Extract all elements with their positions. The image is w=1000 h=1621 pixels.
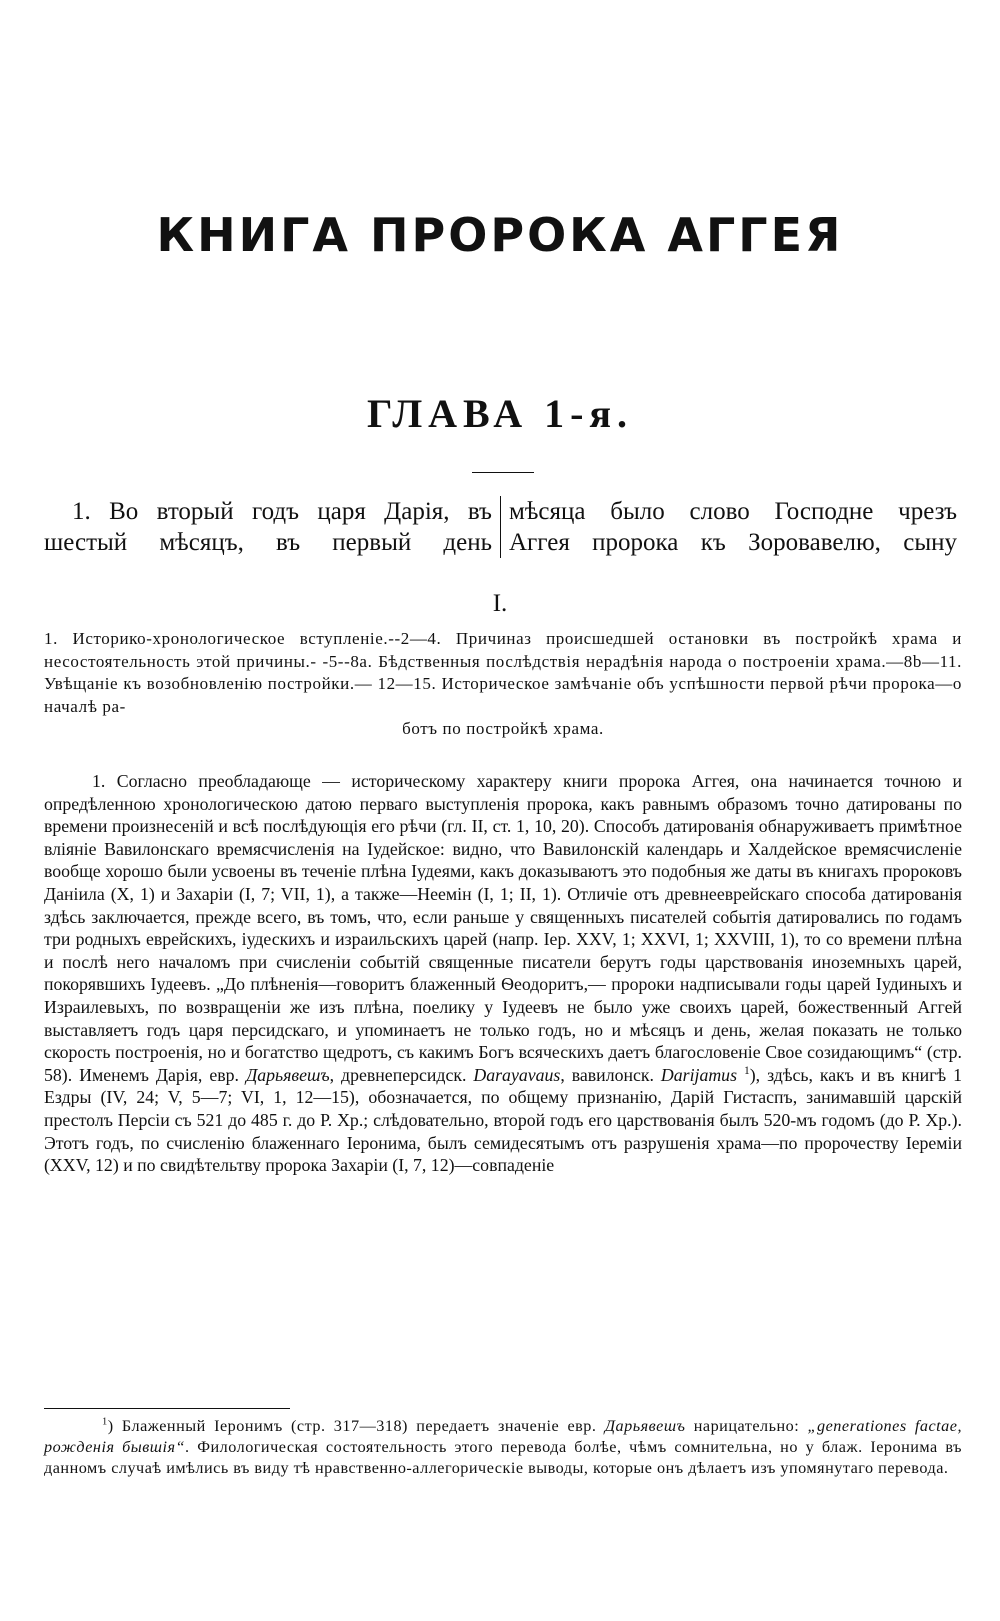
summary-last-line: ботъ по постройкѣ храма. [402,719,604,739]
commentary-paragraph [44,770,962,1177]
verse-column-left [44,496,500,558]
commentary-term: Дарьявешъ [245,1064,330,1085]
book-title: КНИГА ПРОРОКА АГГЕЯ [156,208,844,262]
verse-line: 1. Во вторый годъ царя Дарія, въ [72,498,492,525]
summary-text: 1. Историко-хронологическое вступленіе.--2—4. Причиназ происшедшей остановки въ постройкѣ храма и несостоятельность этой причины.- -5--8а. Бѣдственныя послѣдствія нерадѣнія народа о построеніи храма.—8b—11. Увѣщаніе къ возобновленію постройки.— 12—15. Историческое замѣчаніе объ успѣшности первой рѣчи пророка—о началѣ ра- [44,629,962,716]
footnote-text: нарицательно: [685,1417,800,1435]
footnote-text: ) Блаженный Іеронимъ (стр. 317—318) передаетъ значеніе евр. [107,1417,597,1435]
footnote-term: Дарьявешъ [604,1417,686,1435]
section-numeral: I. [492,590,508,617]
footnote-reference[interactable]: 1 [743,1063,750,1077]
verse-line: мѣсяца было слово Господне чрезъ [509,498,957,525]
footnote-quote: „generationes factae, рожденія бывшія“ [44,1417,963,1456]
footnote [44,1416,962,1478]
commentary-text: 1. Согласно преобладающе — историческому характеру книги пророка Аггея, она начинается точною и опредѣленною хронологическою датою перваго выступленія пророка, какъ равнымъ образомъ точно датированы по времени произнесеній и всѣ послѣдующія его рѣчи (гл. II, ст. 1, 10, 20). Способъ датированія обнаруживаетъ примѣтное вліяніе Вавилонскаго времясчисленія на Іудейское: видно, что Вавилонскій календарь и Халдейское времясчисленіе вообще хорошо были усвоены въ теченіе плѣна Іудеями, какъ доказываютъ это подобныя же даты въ книгахъ пророковъ Даніила (X, 1) и Захаріи (I, 7; VII, 1), а также—Неемін (I, 1; II, 1). Отличіе отъ древнееврейскаго способа датированія здѣсь заключается, прежде всего, въ томъ, что, если раньше у священныхъ писателей событія датировались по годамъ три родныхъ еврейскихъ, іудескихъ и израильскихъ царей (напр. Іер. XXV, 1; XXVI, 1; XXVIII, 1), то со времени плѣна и послѣ него началомъ при счисленіи событій священные писатели берутъ годы царствованія иноземныхъ царей, покорявшихъ Іудеевъ. „До плѣненія—говоритъ блаженный Ѳеодоритъ,— пророки надписывали годы царей Іудиныхъ и Израилевыхъ, по возвращеніи же изъ плѣна, поелику у Іудеевъ не было уже своихъ царей, божественный Аггей выставляетъ годъ царя персидскаго, и упоминаетъ не только годъ, но и мѣсяцъ и день, желая показать не только скорость построенія, но и богатство щедротъ, съ какимъ Богъ всяческихъ даетъ благословеніе Свое созидающимъ“ (стр. 58). Именемъ Дарія, евр. [44,771,962,1085]
verse-block [44,496,962,558]
footnote-mark: 1 [102,1416,108,1428]
footnote-text: . Филологическая состоятельность этого перевода болѣе, чѣмъ сомнительна, но у блаж. Іеронима въ данномъ случаѣ имѣлись въ виду тѣ нравственно-аллегорическіе выводы, которые онъ дѣлаетъ изъ упомянутаго перевода. [44,1437,962,1477]
footnote-divider [44,1408,290,1409]
commentary-term: Darijamus [660,1064,737,1085]
commentary-text: , древнеперсидск. [329,1064,467,1085]
section-summary [44,628,962,741]
commentary-text: , вавилонск. [560,1064,654,1085]
verse-column-right [500,496,957,558]
chapter-divider [472,472,534,473]
chapter-title: ГЛАВА 1-я. [366,391,634,436]
commentary-term: Darayavaus [473,1064,561,1085]
commentary-text: ), здѣсь, какъ и въ книгѣ 1 Ездры (IV, 24; V, 5—7; VI, 1, 12—15), обозначается, по общему признанію, Дарій Гистаспъ, занимавшій царскій престолъ Персіи съ 521 до 485 г. до Р. Хр.; слѣдовательно, второй годъ его царствованія былъ 520-мъ годомъ (до Р. Хр.). Этотъ годъ, по счисленію блаженнаго Іеронима, былъ семидесятымъ отъ разрушенія храма—по пророчеству Іереміи (XXV, 12) и по свидѣтельтву пророка Захаріи (I, 7, 12)—совпаденіе [44,1064,962,1176]
verse-line: шестый мѣсяцъ, въ первый день [44,529,492,556]
verse-line: Аггея пророка къ Зоровавелю, сыну [509,529,957,556]
